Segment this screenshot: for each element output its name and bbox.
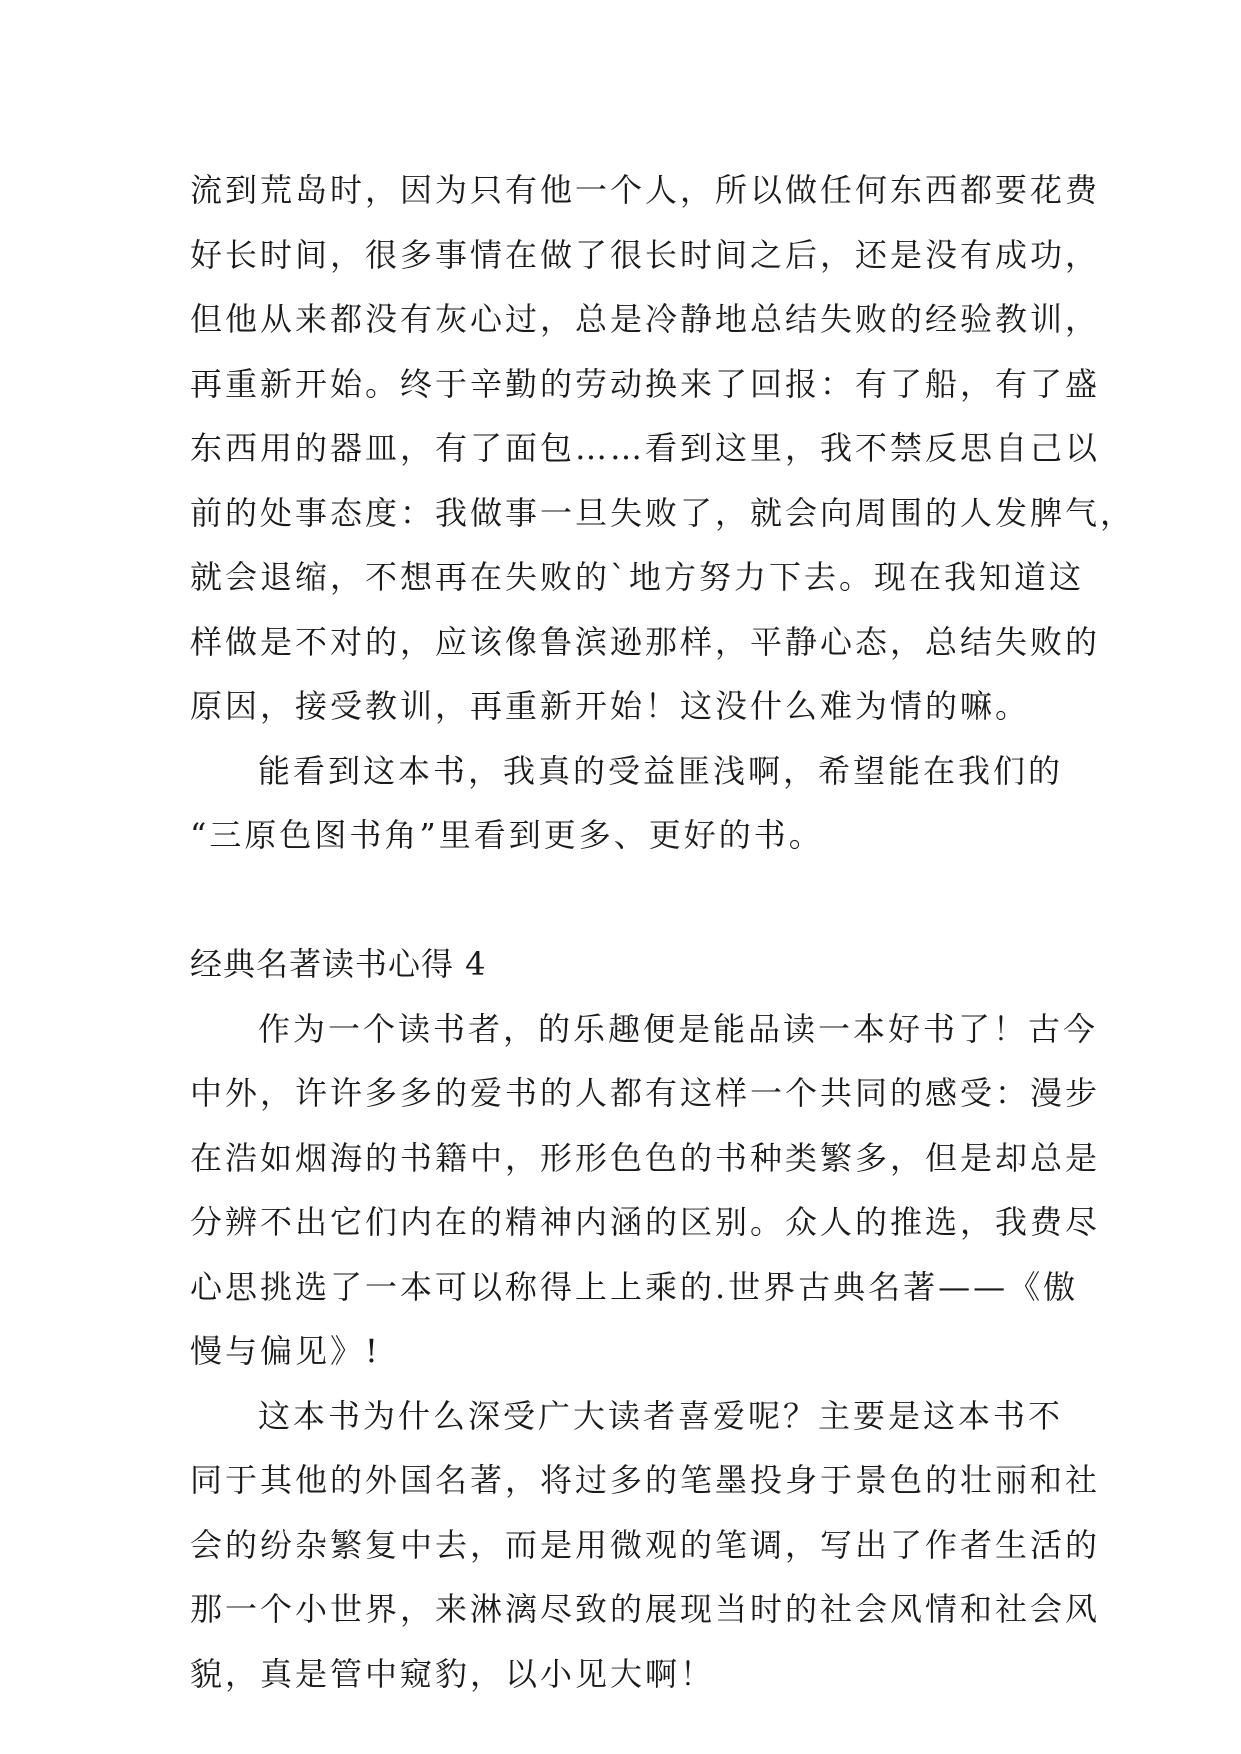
text-line: 能看到这本书，我真的受益匪浅啊，希望能在我们的 — [258, 751, 1064, 790]
text-line: 样做是不对的，应该像鲁滨逊那样，平静心态，总结失败的 — [190, 622, 1101, 661]
text-line: 这本书为什么深受广大读者喜爱呢？主要是这本书不 — [258, 1396, 1064, 1435]
text-line: “三原色图书角”里看到更多、更好的书。 — [190, 816, 824, 854]
text-line: 心思挑选了一本可以称得上上乘的.世界古典名著——《傲 — [190, 1267, 1079, 1306]
text-line: 会的纷杂繁复中去，而是用微观的笔调，写出了作者生活的 — [190, 1525, 1101, 1564]
text-line: 好长时间，很多事情在做了很长时间之后，还是没有成功， — [190, 235, 1101, 274]
text-line: 原因，接受教训，再重新开始！这没什么难为情的嘛。 — [190, 687, 1031, 725]
text-line: 那一个小世界，来淋漓尽致的展现当时的社会风情和社会风 — [190, 1590, 1101, 1628]
text-line: 作为一个读书者，的乐趣便是能品读一本好书了！古今 — [258, 1009, 1099, 1048]
section1-paragraph2 — [190, 739, 1070, 868]
text-line: 但他从来都没有灰心过，总是冷静地总结失败的经验教训， — [190, 300, 1101, 338]
section-gap — [190, 868, 1070, 933]
text-line: 流到荒岛时，因为只有他一个人，所以做任何东西都要花费 — [190, 171, 1101, 209]
text-line: 东西用的器皿，有了面包……看到这里，我不禁反思自己以 — [190, 429, 1101, 467]
text-line: 中外，许许多多的爱书的人都有这样一个共同的感受：漫步 — [190, 1074, 1101, 1112]
text-line: 分辨不出它们内在的精神内涵的区别。众人的推选，我费尽 — [190, 1203, 1101, 1241]
section-heading: 经典名著读书心得 4 — [190, 945, 487, 983]
text-line: 在浩如烟海的书籍中，形形色色的书种类繁多，但是却总是 — [190, 1138, 1101, 1177]
section1-paragraph1 — [190, 158, 1136, 739]
text-line: 慢与偏见》! — [190, 1332, 381, 1370]
text-line: 再重新开始。终于辛勤的劳动换来了回报：有了船，有了盛 — [190, 364, 1101, 403]
section2-paragraph1 — [190, 997, 1101, 1384]
document-body — [190, 158, 1136, 1706]
text-line: 前的处事态度：我做事一旦失败了，就会向周围的人发脾气， — [190, 493, 1136, 532]
text-line: 貌，真是管中窥豹，以小见大啊！ — [190, 1654, 716, 1693]
section2-paragraph2 — [190, 1384, 1101, 1707]
text-line: 同于其他的外国名著，将过多的笔墨投身于景色的壮丽和社 — [190, 1461, 1101, 1499]
text-line: 就会退缩，不想再在失败的`地方努力下去。现在我知道这 — [190, 558, 1085, 596]
